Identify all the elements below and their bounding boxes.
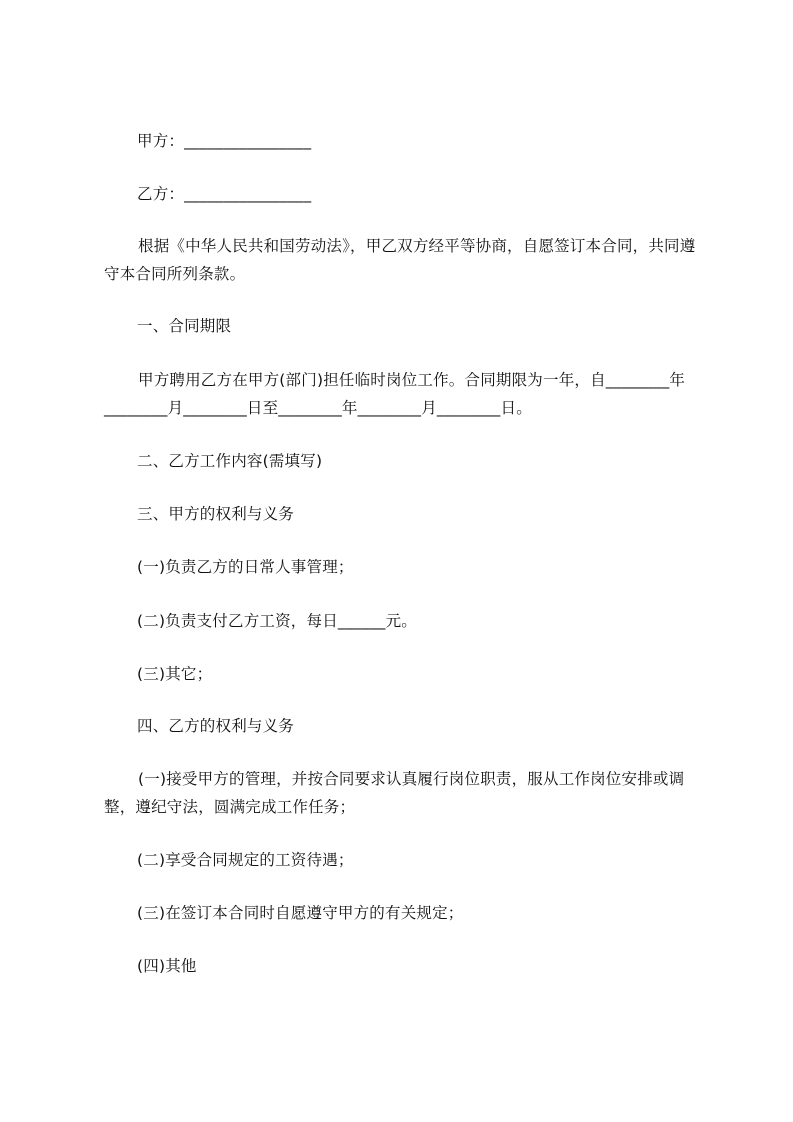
section-3-item-3: (三)其它； [137,665,213,683]
party-a-line: 甲方：________________ [137,132,312,150]
section-3-item-2: (二)负责支付乙方工资，每日______元。 [137,612,417,630]
section-1-title: 一、合同期限 [137,317,232,335]
section-3-item-1: (一)负责乙方的日常人事管理； [137,558,354,576]
section-1-text-line1: 甲方聘用乙方在甲方(部门)担任临时岗位工作。合同期限为一年，自________年 [138,371,686,389]
section-4-title: 四、乙方的权利与义务 [137,717,295,735]
section-2-title: 二、乙方工作内容(需填写) [137,452,323,470]
section-4-item-1: (一)接受甲方的管理，并按合同要求认真履行岗位职责，服从工作岗位安排或调整，遵纪守法，圆满完成工作任务； [104,770,685,816]
intro-paragraph: 根据《中华人民共和国劳动法》，甲乙双方经平等协商，自愿签订本合同，共同遵守本合同所列条款。 [104,237,696,283]
section-4-item-3: (三)在签订本合同时自愿遵守甲方的有关规定； [137,904,464,922]
party-b-line: 乙方：________________ [137,185,312,203]
section-1-text-line2: ________月________日至________年________月________日。 [104,399,532,417]
section-4-item-2: (二)享受合同规定的工资待遇； [137,851,354,869]
section-4-item-4: (四)其他 [137,957,197,975]
section-3-title: 三、甲方的权利与义务 [137,505,295,523]
